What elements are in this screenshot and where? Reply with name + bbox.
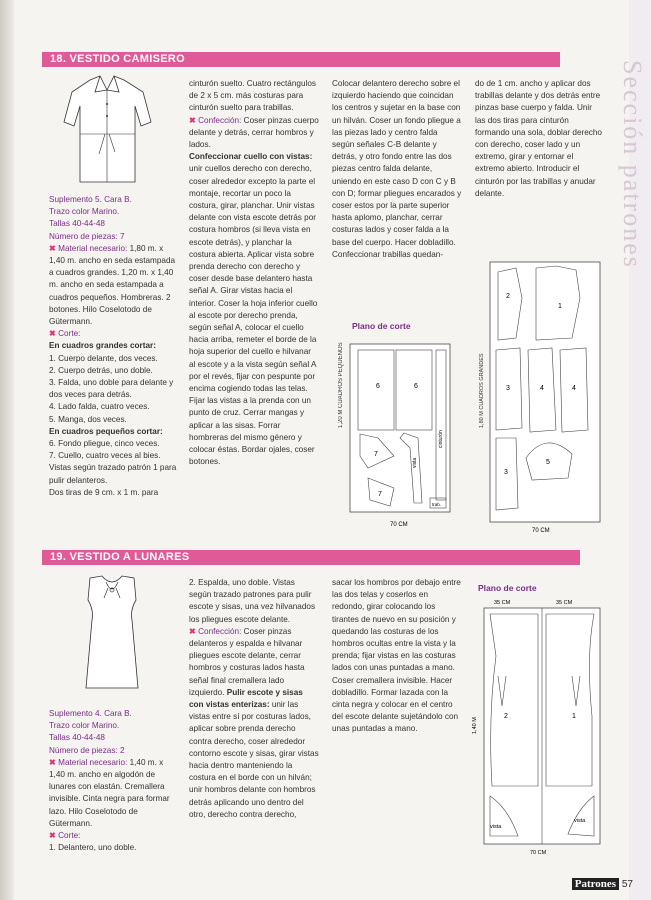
section-19-info-column xyxy=(49,708,177,854)
col2-top-text: 2. Espalda, uno doble. Vistas según trazado patrones para pulir escote y sisas, una vez hilvanados los pliegues escote delante. xyxy=(189,578,316,624)
section-19-cutting-plan xyxy=(468,596,608,858)
plan-piece-label: 3 xyxy=(504,469,508,476)
plan-vertical-label: 1,20 M CUADROS PEQUEÑOS xyxy=(338,342,344,428)
collar-text: unir cuellos derecho con derecho, coser alrededor excepto la parte el montaje, recortar un poco la costura, girar, planchar. Unir vistas delante con vista escote detrás por costura hombros (si lleva vista en escote detrás), y planchar la costura abierta. Aplicar vista sobre prenda derecho con derecho y coser desde base delantero hasta señal A. Girar vistas hacia el interior. Coser la hoja inferior cuello al escote por derecho prenda, según señal A, colocar el cuello hacia arriba, remeter el borde de la hoja superior del cuello e hilvanar al escote y a la vista según señal A por el revés, fijar con pespunte por encima cogiendo todas las telas. Fijar las vistas a la prenda con un punto de cruz. Cerrar mangas y aplicar a las sisas. Forrar hombreras del mismo género y colocar éstas. Bordar ojales, coser botones. xyxy=(189,164,318,467)
big-item: 2. Cuerpo detrás, uno doble. xyxy=(49,365,153,375)
section-19-title: 19. VESTIDO A LUNARES xyxy=(42,550,580,565)
plan-piece-label: 2 xyxy=(506,293,510,300)
plan-piece-label: 2 xyxy=(504,713,508,720)
plan-piece-label: 6 xyxy=(376,383,380,390)
plan-piece-label: 5 xyxy=(546,459,550,466)
material-label: Material necesario: xyxy=(58,757,128,767)
material-label: Material necesario: xyxy=(58,243,128,253)
plan-piece-label: 7 xyxy=(378,491,382,498)
cutting-plan-title: Plano de corte xyxy=(478,583,537,593)
plan-width-label: 70 CM xyxy=(390,522,408,528)
big-checks-cutting-plan xyxy=(476,258,604,536)
cross-icon: ✖ xyxy=(189,626,199,636)
col4-text: do de 1 cm. ancho y aplicar dos trabillas delante y dos detrás entre pinzas base cuerpo y falda. Unir las dos tiras para cinturón formando una sola, doblar derecho con derecho, coser lado y un extremo, girar y entornar el extremo abierto. Introducir el cinturón por las trabillas y anudar delante. xyxy=(475,79,602,198)
pieces-text: Número de piezas: 2 xyxy=(49,745,125,755)
finish-text: unir las vistas entre sí por costuras lados, aplicar sobre prenda derecho contra derecho, coser alrededor contorno escote y sisas, girar vistas hacia dentro manteniendo la costura en el borde con un hilván; unir hombros delante con hombros detrás aplicando uno dentro del otro, derecho contra derecho, xyxy=(189,700,319,819)
confection-label: Confección: xyxy=(198,115,242,125)
finish-label: Pulir escote y sisas con vistas enterizas: xyxy=(189,687,303,710)
plan-vertical-label: 1,40 M xyxy=(472,717,478,734)
small-item: 6. Fondo pliegue, cinco veces. xyxy=(49,439,160,449)
cross-icon: ✖ xyxy=(49,831,59,841)
col3-text: sacar los hombros por debajo entre las dos telas y coserlos en redondo, girar colocando los tirantes de nuevo en su posición y quedando las costuras de los hombros ocultas entre la vista y la prenda; fijar vistas en las costuras lados con unas puntadas a mano. Coser cremallera invisible. Hacer dobladillo. Formar lazada con la cinta negra y colocar en el centro del escote delante sujetándolo con unas puntadas a mano. xyxy=(332,578,461,734)
side-tab-label: Sección patrones xyxy=(618,60,647,269)
cut-item: 1. Delantero, uno doble. xyxy=(49,843,137,853)
plan-width-label: 70 CM xyxy=(532,528,550,534)
small-item: Dos tiras de 9 cm. x 1 m. para xyxy=(49,487,159,497)
supplement-text: Suplemento 5. Cara B. xyxy=(49,195,132,204)
plan-piece-label: 3 xyxy=(506,385,510,392)
col2-top-text: cinturón suelto. Cuatro rectángulos de 2 x 5 cm. más costuras para cinturón suelto para trabillas. xyxy=(189,79,316,113)
magazine-logo: Patrones xyxy=(572,878,619,890)
cutting-plan-title: Plano de corte xyxy=(352,321,411,331)
plan-piece-label: vista xyxy=(574,818,586,824)
plan-piece-label: vista xyxy=(490,824,502,830)
page-binding-shadow xyxy=(0,0,14,900)
page-number: 57 xyxy=(621,879,633,890)
big-item: 4. Lado falda, cuatro veces. xyxy=(49,402,150,412)
section-19-column-2 xyxy=(189,577,319,821)
cross-icon: ✖ xyxy=(49,757,59,767)
small-checks-cutting-plan xyxy=(338,338,458,533)
cross-icon: ✖ xyxy=(189,115,199,125)
plan-top-right-label: 35 CM xyxy=(556,600,573,606)
section-18-column-3 xyxy=(332,78,462,261)
plan-vertical-label: 1,80 M CUADROS GRANDES xyxy=(479,353,485,428)
supplement-text: Suplemento 4. Cara B. xyxy=(49,709,132,718)
pieces-text: Número de piezas: 7 xyxy=(49,231,125,241)
cut-label: Corte: xyxy=(58,329,81,339)
plan-piece-label: 6 xyxy=(414,383,418,390)
page-footer xyxy=(572,878,633,890)
dress-19-illustration xyxy=(60,570,165,695)
section-19-column-3 xyxy=(332,577,462,736)
confection-label: Confección: xyxy=(198,626,242,636)
plan-top-left-label: 35 CM xyxy=(494,600,511,606)
plan-piece-label: 7 xyxy=(374,451,378,458)
plan-piece-label: vista xyxy=(412,457,418,468)
trace-text: Trazo color Marino. xyxy=(49,207,120,217)
section-18-info-column xyxy=(49,194,177,499)
section-18-title: 18. VESTIDO CAMISERO xyxy=(42,52,560,67)
plan-bottom-label: 70 CM xyxy=(530,850,547,856)
big-item: 3. Falda, uno doble para delante y dos veces para detrás. xyxy=(49,378,174,400)
cross-icon: ✖ xyxy=(49,243,59,253)
plan-piece-label: 1 xyxy=(572,713,576,720)
small-checks-label: En cuadros pequeños cortar: xyxy=(49,426,163,436)
material-text: 1,40 m. x 1,40 m. ancho en algodón de lunares con elastán. Cremallera invisible. Cinta negra para formar lazo. Hilo Coselotodo de Gütermann. xyxy=(49,757,170,828)
sizes-text: Tallas 40-44-48 xyxy=(49,219,105,229)
sizes-text: Tallas 40-44-48 xyxy=(49,733,105,743)
confection-text: Coser pinzas delanteros y espalda e hilvanar pliegues escote delante, cerrar hombros y costuras lados hasta señal final cremallera lado izquierdo. xyxy=(189,626,305,697)
trace-text: Trazo color Marino. xyxy=(49,721,120,731)
plan-piece-label: 4 xyxy=(572,385,576,392)
small-item: 7. Cuello, cuatro veces al bies. Vistas según trazado patrón 1 para pulir delanteros. xyxy=(49,451,177,485)
collar-label: Confeccionar cuello con vistas: xyxy=(189,152,313,162)
plan-piece-label: 1 xyxy=(558,303,562,310)
section-18-column-2 xyxy=(189,78,319,469)
dress-18-illustration xyxy=(55,72,160,192)
cut-label: Corte: xyxy=(58,831,81,841)
plan-piece-label: trab. xyxy=(432,502,442,507)
section-18-column-4 xyxy=(475,78,603,200)
cross-icon: ✖ xyxy=(49,329,59,339)
plan-piece-label: cinturón xyxy=(438,430,444,448)
col3-text: Colocar delantero derecho sobre el izquierdo haciendo que coincidan los centros y sujetar en la base con un hilván. Coser un fondo pliegue a las piezas lado y centro falda según señales C-B delante y detrás, y otro fondo entre las dos piezas centro falda delante, uniendo en este caso D con C y B con D; formar pliegues encarados y coser estos por la parte superior hasta aplomo, planchar, cerrar costuras lados y coser falda a la base del cuerpo. Hacer dobladillo. Confeccionar trabillas quedan- xyxy=(332,79,462,259)
big-item: 5. Manga, dos veces. xyxy=(49,414,127,424)
confection-text: Coser pinzas cuerpo delante y detrás, cerrar hombros y lados. xyxy=(189,115,319,150)
material-text: 1,80 m. x 1,40 m. ancho en seda estampada a cuadros grandes. 1,20 m. x 1,40 m. ancho en seda estampada a cuadros pequeños. Hombreras. 2 botones. Hilo Coselotodo de Gütermann. xyxy=(49,243,176,327)
plan-piece-label: 4 xyxy=(540,385,544,392)
big-item: 1. Cuerpo delante, dos veces. xyxy=(49,353,158,363)
big-checks-label: En cuadros grandes cortar: xyxy=(49,341,156,351)
